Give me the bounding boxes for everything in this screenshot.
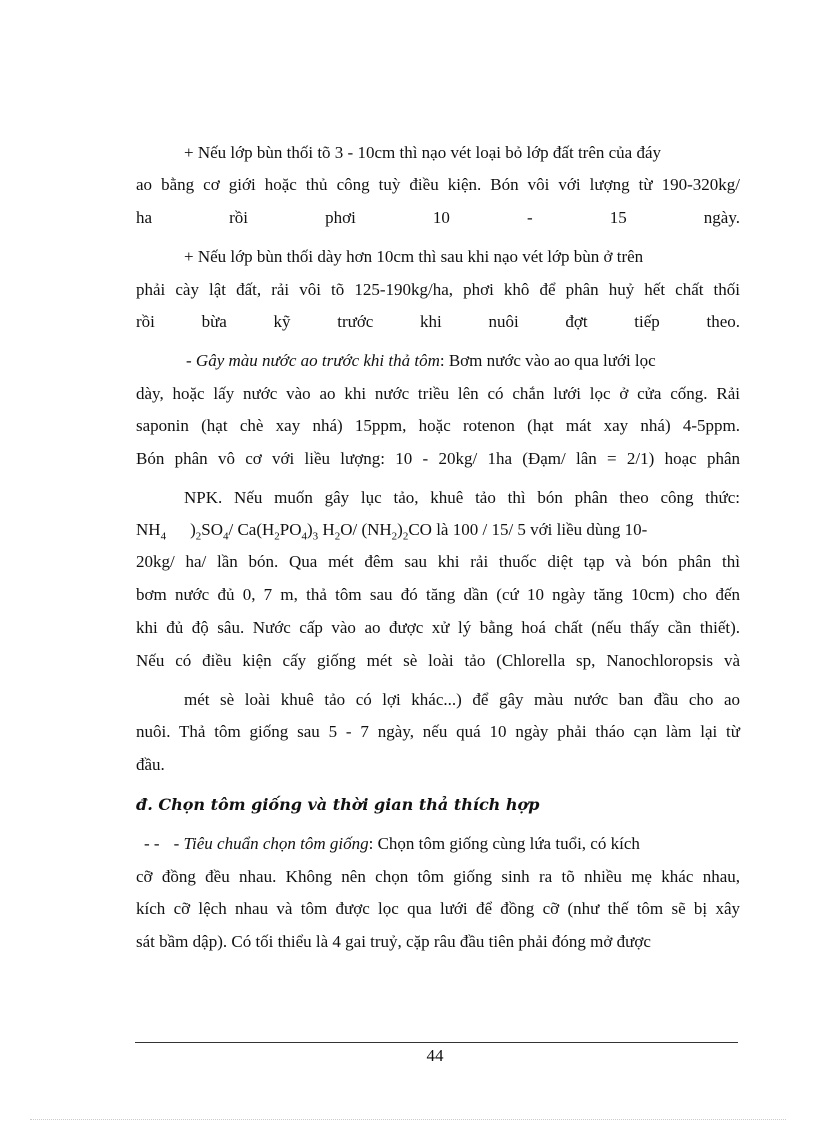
- formula-sub: 2: [402, 530, 409, 543]
- formula-part: PO: [279, 520, 302, 539]
- text-line: bơm nước đủ 0, 7 m, thả tôm sau đó tăng dần (cứ 10 ngày tăng 10cm) cho đến: [136, 585, 740, 604]
- text-line: cỡ đồng đều nhau. Không nên chọn tôm giống sinh ra tõ nhiều mẹ khác nhau,: [136, 867, 740, 886]
- formula-sub: 2: [334, 530, 341, 543]
- text-line: nuôi. Thả tôm giống sau 5 - 7 ngày, nếu quá 10 ngày phải tháo cạn làm lại từ: [136, 722, 740, 741]
- text-line: kích cỡ lệch nhau và tôm được lọc qua lưới để đồng cỡ (như thế tôm sẽ bị xây: [136, 899, 740, 918]
- formula-sub: 4: [301, 530, 307, 543]
- formula-line: [136, 519, 740, 541]
- text-line: ao bằng cơ giới hoặc thủ công tuỳ điều kiện. Bón vôi với lượng từ 190-320kg/: [136, 175, 740, 194]
- text-line: 20kg/ ha/ lần bón. Qua mét đêm sau khi rải thuốc diệt tạp và bón phân thì: [136, 552, 740, 571]
- text-line: sát bầm dập). Có tối thiểu là 4 gai truỷ, cặp râu đầu tiên phải đóng mở được: [136, 932, 651, 951]
- text-line: NPK. Nếu muốn gây lục tảo, khuê tảo thì bón phân theo công thức:: [184, 488, 740, 507]
- formula-part: NH: [136, 520, 161, 539]
- formula-sub: 4: [222, 530, 229, 543]
- text-line: saponin (hạt chè xay nhá) 15ppm, hoặc rotenon (hạt mát xay nhá) 4-5ppm.: [136, 416, 740, 435]
- section-label: - Tiêu chuẩn chọn tôm giống: [173, 834, 369, 853]
- formula-sub: 3: [312, 530, 319, 543]
- text-line: + Nếu lớp bùn thối tõ 3 - 10cm thì nạo vét loại bỏ lớp đất trên của đáy: [184, 143, 662, 162]
- formula-part: ): [307, 520, 313, 539]
- text-line: dày, hoặc lấy nước vào ao khi nước triều lên có chắn lưới lọc ở cửa cống. Rải: [136, 384, 740, 403]
- text-line: phải cày lật đất, rải vôi tõ 125-190kg/ha, phơi khô để phân huỷ hết chất thối: [136, 280, 740, 299]
- text-line: đầu.: [136, 755, 165, 774]
- bottom-dotted-border: [30, 1119, 786, 1120]
- formula-part: SO: [201, 520, 223, 539]
- text-line: Nếu có điều kiện cấy giống mét sè loài tảo (Chlorella sp, Nanochloropsis và: [136, 651, 740, 670]
- formula-part: O/ (NH: [340, 520, 392, 539]
- text-span: : Chọn tôm giống cùng lứa tuổi, có kích: [368, 834, 640, 853]
- formula-part: ): [397, 520, 403, 539]
- text-line: [186, 350, 740, 372]
- text-line: mét sè loài khuê tảo có lợi khác...) để gây màu nước ban đầu cho ao: [184, 690, 740, 709]
- dash-marker: - -: [144, 834, 160, 853]
- page-number: 44: [426, 1046, 444, 1065]
- text-line: [144, 833, 740, 855]
- formula-part: ): [190, 520, 196, 539]
- text-span: : Bơm nước vào ao qua lưới lọc: [439, 351, 656, 370]
- section-label: - Gây màu nước ao trước khi thả tôm: [186, 351, 440, 370]
- formula-part: CO là 100 / 15/ 5 với liều dùng 10-: [408, 520, 648, 539]
- formula-part: / Ca(H: [228, 520, 275, 539]
- section-heading: đ. Chọn tôm giống và thời gian thả thích hợp: [136, 795, 540, 814]
- formula-part: H: [318, 520, 335, 539]
- formula-sub: 2: [274, 530, 280, 543]
- formula-sub: 2: [195, 530, 202, 543]
- text-line: rồi bừa kỹ trước khi nuôi đợt tiếp theo.: [136, 312, 740, 331]
- formula-sub: 2: [391, 530, 398, 543]
- text-line: ha rồi phơi 10 - 15 ngày.: [136, 208, 740, 227]
- text-line: + Nếu lớp bùn thối dày hơn 10cm thì sau khi nạo vét lớp bùn ở trên: [184, 247, 644, 266]
- formula-sub: 4: [160, 530, 167, 543]
- footer-rule: [135, 1042, 738, 1043]
- text-line: khi đủ độ sâu. Nước cấp vào ao được xử lý bằng hoá chất (nếu thấy cần thiết).: [136, 618, 740, 637]
- text-line: Bón phân vô cơ với liều lượng: 10 - 20kg/ 1ha (Đạm/ lân = 2/1) hoạc phân: [136, 449, 740, 468]
